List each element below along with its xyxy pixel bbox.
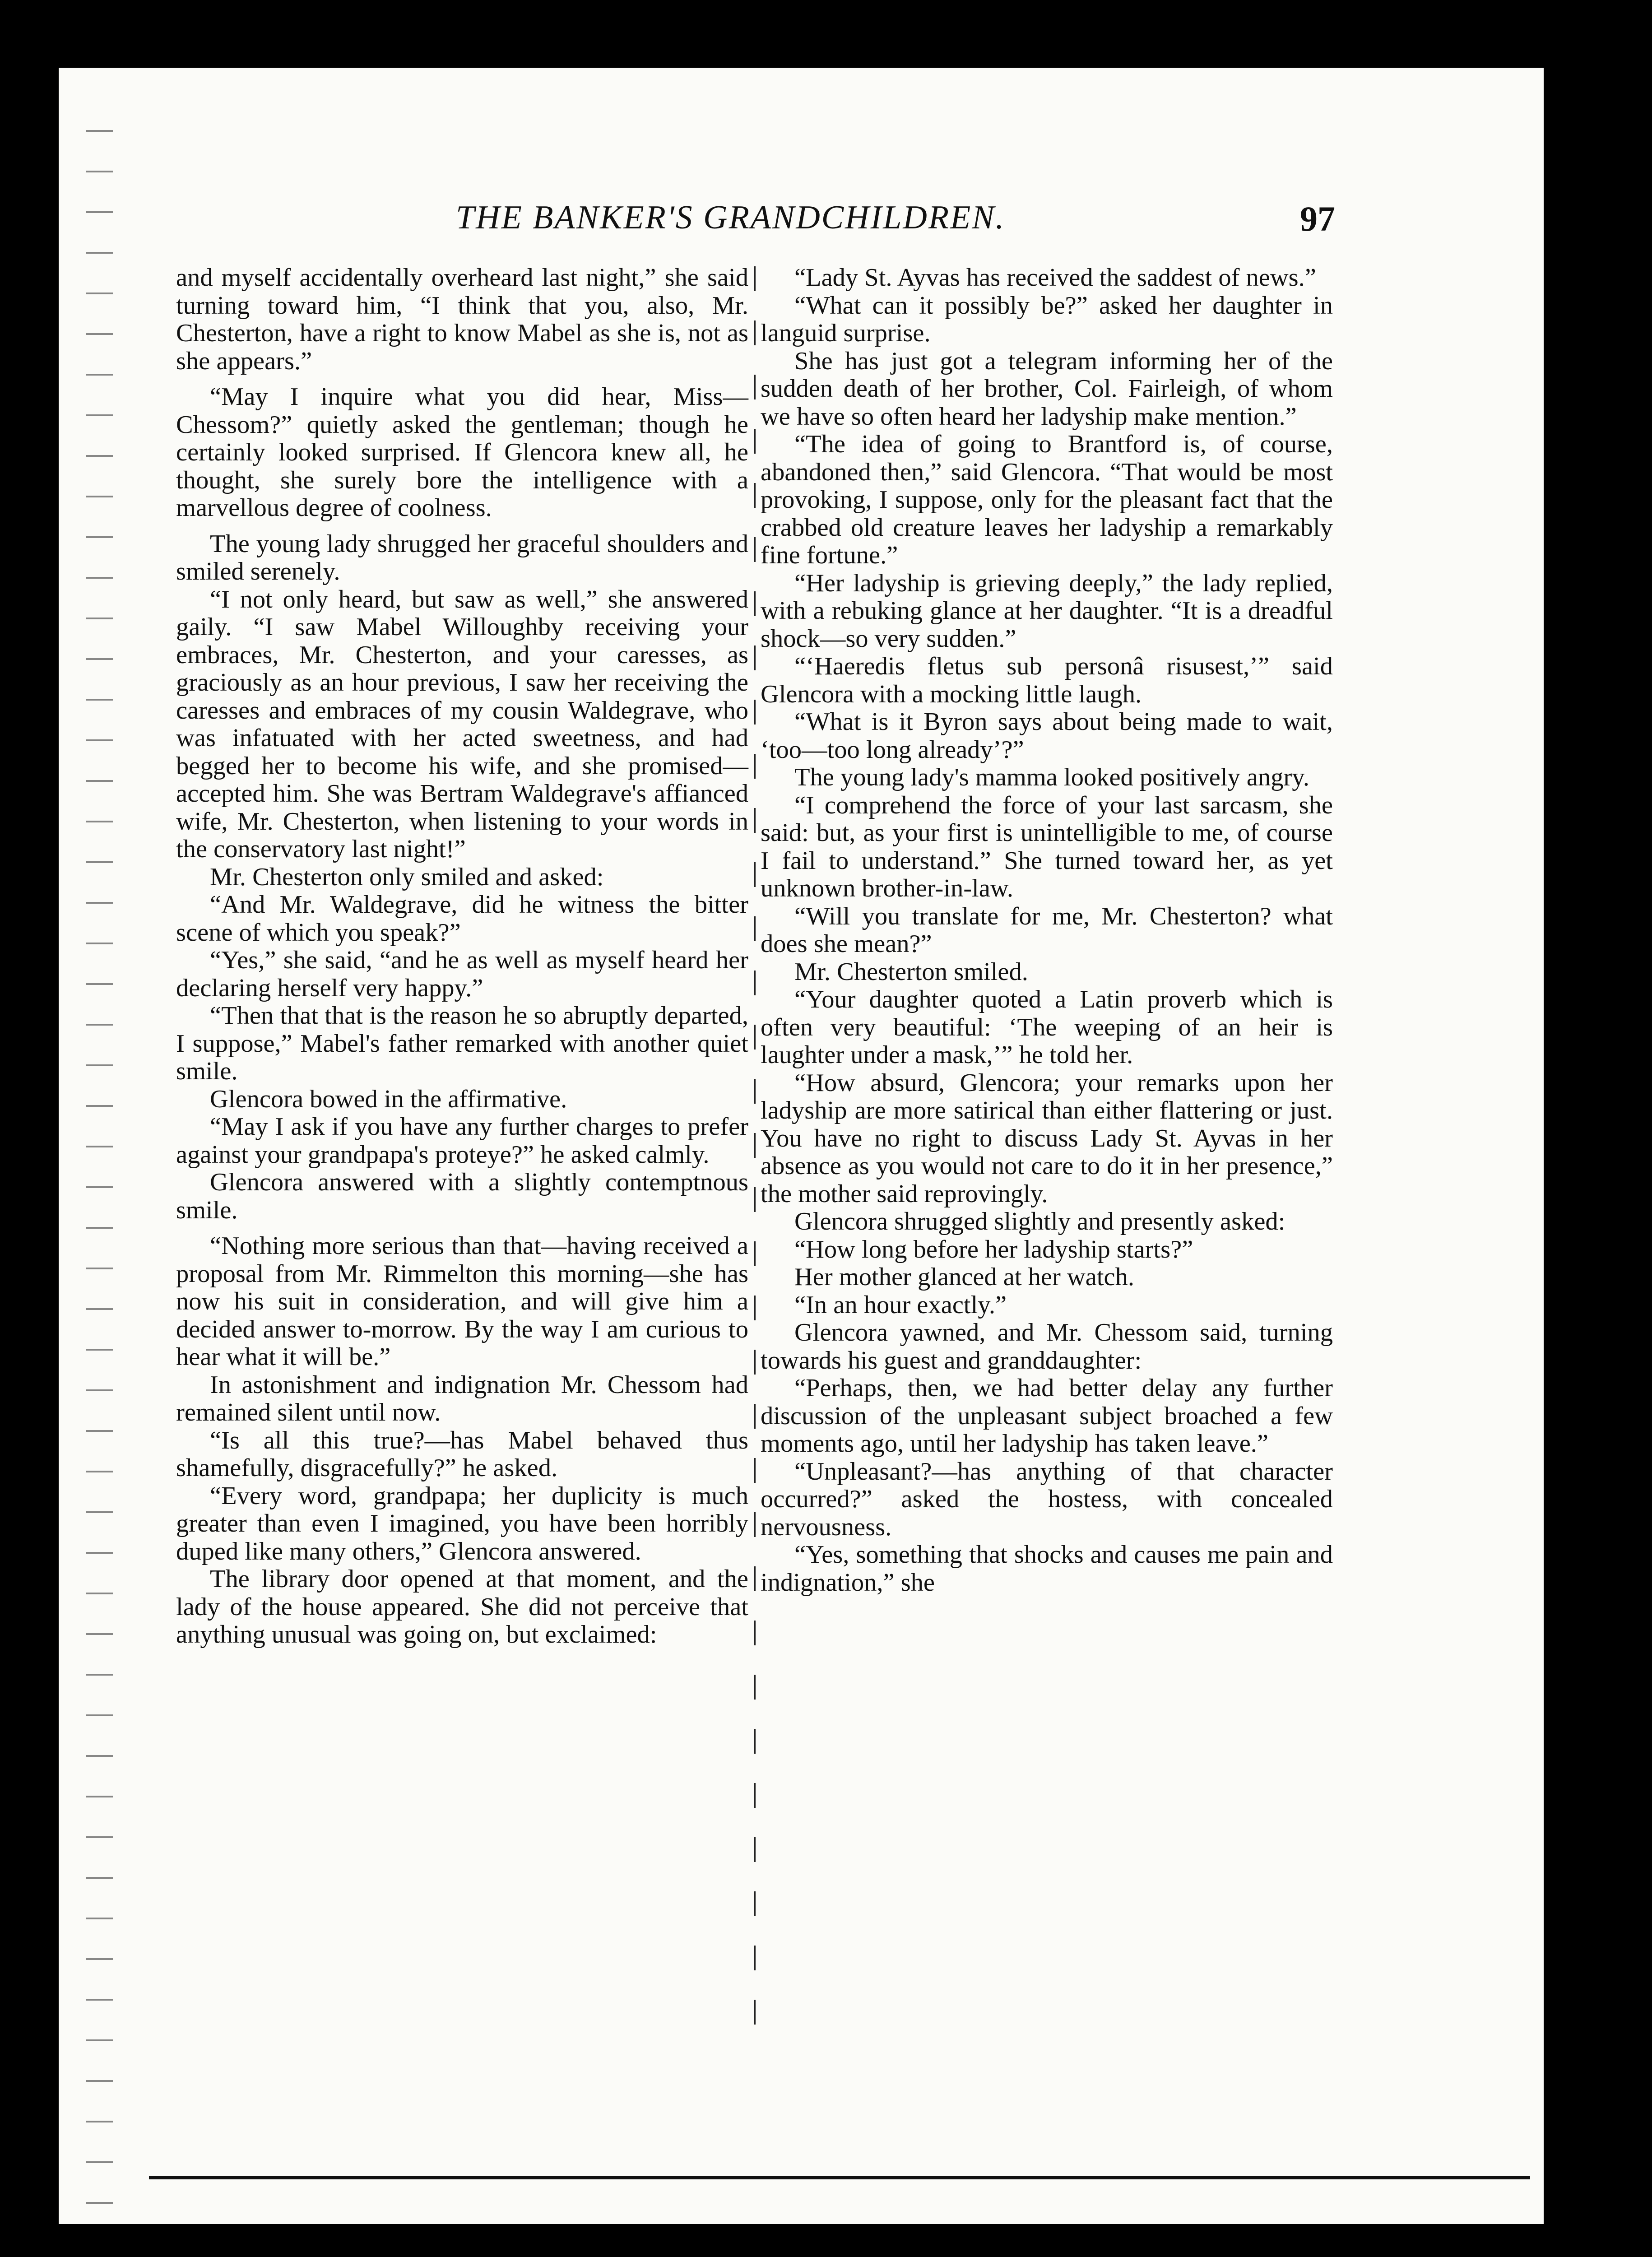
paragraph: “Your daughter quoted a Latin proverb which is often very beautiful: ‘The weeping of an heir is laughter under a mask,’” he told her.: [761, 985, 1333, 1069]
paragraph: Glencora yawned, and Mr. Chessom said, turning towards his guest and granddaughter:: [761, 1319, 1333, 1375]
paragraph: “What is it Byron says about being made to wait, ‘too—too long already’?”: [761, 708, 1333, 764]
scan-border-bottom: [0, 2224, 1652, 2257]
paragraph: “May I inquire what you did hear, Miss— Chessom?” quietly asked the gentleman; though he certainly looked surprised. If Glencora knew all, he thought, she surely bore the intelligence with a marvellous degree of coolness.: [176, 383, 748, 522]
paragraph: “In an hour exactly.”: [794, 1291, 1007, 1319]
paragraph: and myself accidentally overheard last night,” she said turning toward him, “I think that you, also, Mr. Chesterton, have a right to know Mabel as she is, not as she appears.”: [176, 264, 748, 375]
scan-border-top: [0, 0, 1652, 68]
paragraph: “Is all this true?—has Mabel behaved thus shamefully, disgracefully?” he asked.: [176, 1426, 748, 1482]
page-header: [172, 199, 1345, 253]
paragraph: “What can it possibly be?” asked her daughter in languid surprise.: [761, 291, 1333, 347]
binding-marks: [86, 113, 113, 2212]
right-column: [761, 264, 1333, 1597]
page-number: 97: [1300, 199, 1335, 238]
paragraph: “Perhaps, then, we had better delay any further discussion of the unpleasant subject broached a few moments ago, until her ladyship has taken leave.”: [761, 1374, 1333, 1458]
bottom-rule: [149, 2176, 1530, 2179]
paragraph: “I comprehend the force of your last sarcasm, she said: but, as your first is unintelligible to me, of course I fail to understand.” She turned toward her, as yet unknown brother-in-law.: [761, 791, 1333, 902]
paragraph: In astonishment and indignation Mr. Chessom had remained silent until now.: [176, 1370, 748, 1426]
paragraph: “Lady St. Ayvas has received the saddest of news.”: [794, 264, 1316, 292]
running-title: THE BANKER'S GRANDCHILDREN.: [456, 199, 1006, 236]
paragraph: “And Mr. Waldegrave, did he witness the bitter scene of which you speak?”: [176, 891, 748, 947]
column-divider: [754, 266, 756, 2049]
paragraph: “Yes,” she said, “and he as well as myself heard her declaring herself very happy.”: [176, 946, 748, 1002]
paragraph: “May I ask if you have any further charges to prefer against your grandpapa's proteye?” he asked calmly.: [176, 1113, 748, 1169]
paragraph: “‘Haeredis fletus sub personâ risusest,’” said Glencora with a mocking little laugh.: [761, 652, 1333, 708]
paragraph: Glencora answered with a slightly contemptnous smile.: [176, 1168, 748, 1224]
paragraph: The young lady's mamma looked positively angry.: [794, 763, 1310, 791]
paragraph: Glencora bowed in the affirmative.: [210, 1085, 567, 1113]
left-column: [176, 264, 748, 1649]
paragraph: The young lady shrugged her graceful shoulders and smiled serenely.: [176, 529, 748, 585]
paragraph: “Every word, grandpapa; her duplicity is much greater than even I imagined, you have been horribly duped like many others,” Glencora answered.: [176, 1481, 748, 1565]
paragraph: “I not only heard, but saw as well,” she answered gaily. “I saw Mabel Willoughby receiving your embraces, Mr. Chesterton, and your caresses, as graciously as an hour previous, I saw her receiving the caresses and embraces of my cousin Waldegrave, who was infatuated with her acted sweetness, and had begged her to become his wife, and she promised—accepted him. She was Bertram Waldegrave's affianced wife, Mr. Chesterton, when listening to your words in the conservatory last night!”: [176, 585, 748, 863]
paragraph: “Unpleasant?—has anything of that character occurred?” asked the hostess, with concealed nervousness.: [761, 1457, 1333, 1541]
paragraph: Mr. Chesterton only smiled and asked:: [210, 863, 604, 891]
paragraph: “How absurd, Glencora; your remarks upon her ladyship are more satirical than either flattering or just. You have no right to discuss Lady St. Ayvas in her absence as you would not care to do it in her presence,” the mother said reprovingly.: [761, 1068, 1333, 1208]
scan-border-right: [1544, 0, 1652, 2257]
scan-border-left: [0, 0, 59, 2257]
paragraph: Glencora shrugged slightly and presently asked:: [794, 1207, 1285, 1235]
paragraph: “How long before her ladyship starts?”: [794, 1235, 1193, 1263]
paragraph: Her mother glanced at her watch.: [794, 1263, 1134, 1291]
paragraph: “Will you translate for me, Mr. Chesterton? what does she mean?”: [761, 902, 1333, 958]
paragraph: She has just got a telegram informing her of the sudden death of her brother, Col. Fairleigh, of whom we have so often heard her ladyship make mention.”: [761, 347, 1333, 431]
paragraph: Mr. Chesterton smiled.: [794, 957, 1028, 986]
paragraph: “Yes, something that shocks and causes me pain and indignation,” she: [761, 1541, 1333, 1597]
paragraph: “Her ladyship is grieving deeply,” the lady replied, with a rebuking glance at her daughter. “It is a dreadful shock—so very sudden.”: [761, 569, 1333, 653]
paragraph: “Then that that is the reason he so abruptly departed, I suppose,” Mabel's father remarked with another quiet smile.: [176, 1002, 748, 1085]
paragraph: The library door opened at that moment, and the lady of the house appeared. She did not perceive that anything unusual was going on, but exclaimed:: [176, 1565, 748, 1649]
paragraph: “Nothing more serious than that—having received a proposal from Mr. Rimmelton this morning—she has now his suit in consideration, and will give him a decided answer to-morrow. By the way I am curious to hear what it will be.”: [176, 1232, 748, 1371]
paragraph: “The idea of going to Brantford is, of course, abandoned then,” said Glencora. “That would be most provoking, I suppose, only for the pleasant fact that the crabbed old creature leaves her ladyship a remarkably fine fortune.”: [761, 430, 1333, 569]
